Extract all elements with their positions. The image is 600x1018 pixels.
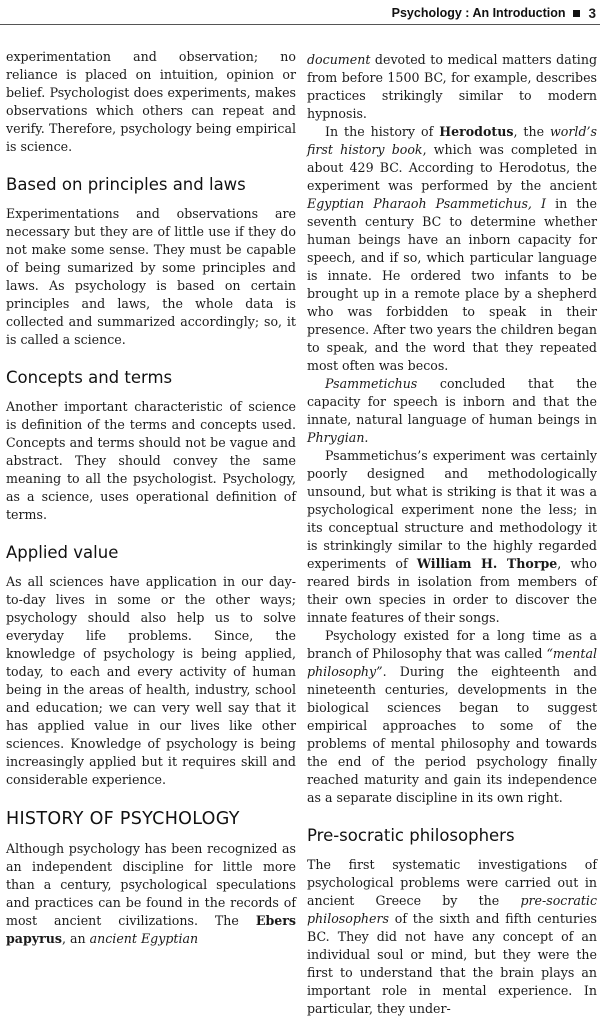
paragraph-pre-socratic: [307, 856, 597, 1018]
heading-principles-laws: Based on principles and laws: [6, 175, 246, 194]
ebers-continued-text: devoted to medical matters dating from before 1500 BC, for example, describes practices strikingly similar to modern hypnosis.: [307, 52, 597, 121]
herodotus-text-c: , which was completed in about 429 BC. According to Herodotus, the experiment was performed by the ancient: [307, 142, 597, 193]
presocratic-text-b: of the sixth and fifth centuries BC. They did not have any concept of an individual soul or mind, but they were the first to understand that the brain plays an important role in mental experience. In particular, they under-: [307, 911, 597, 1016]
history-text-b: , an: [61, 931, 90, 946]
thorpe-text-b: , who reared birds in isolation from members of their own species in order to discover the innate features of their songs.: [307, 556, 598, 625]
mental-philosophy-text-b: . During the eighteenth and nineteenth centuries, developments in the biological sciences began to suggest empirical approaches to some of the problems of mental philosophy and towards the end of the period psychology finally reached maturity and gain its independence as a separate discipline in its own right.: [307, 664, 597, 805]
page-number: 3: [588, 5, 596, 21]
herodotus-text-b: , the: [513, 124, 551, 139]
right-column: [307, 51, 597, 1018]
heading-pre-socratic-philosophers: Pre-socratic philosophers: [307, 826, 515, 845]
worlds-first-history-term: world’s first history book: [307, 124, 597, 157]
heading-concepts-terms: Concepts and terms: [6, 368, 173, 387]
paragraph-herodotus: [307, 123, 597, 375]
paragraph-ebers-continued: [307, 51, 597, 123]
psammetichus-text: concluded that the capacity for speech is inborn and that the innate, natural language of human beings in: [307, 376, 597, 427]
egyptian-pharaoh-term: Egyptian Pharaoh Psammetichus, I: [307, 196, 547, 211]
square-bullet-icon: [573, 10, 580, 17]
paragraph-principles-laws: Experimentations and observations are necessary but they are of little use if they do not make some sense. They must be capable of being sumarized by some principles and laws. As psychology is based on certain principles and laws, the whole data is collected and summarized accordingly; so, it is called a science.: [6, 206, 296, 347]
paragraph-mental-philosophy: [307, 627, 597, 807]
document-term: document: [307, 52, 371, 67]
phrygian-term: Phrygian.: [307, 430, 369, 445]
heading-applied-value: Applied value: [6, 543, 119, 562]
herodotus-text-a: In the history of: [325, 124, 440, 139]
paragraph-applied-value: As all sciences have application in our day-to-day lives in some or the other ways; psychology should also help us to solve everyday life problems. Since, the knowledge of psychology is being applied, today, to each and every activity of human being in the areas of health, industry, school and education; we can very well say that it has applied value in our lives like other sciences. Knowledge of psychology is being increasingly applied but it requires skill and considerable experience.: [6, 574, 296, 787]
running-title: Psychology : An Introduction: [391, 6, 566, 20]
pre-socratic-term: pre-socratic philosophers: [307, 893, 597, 926]
left-column: [6, 48, 296, 948]
mental-philosophy-term: “mental philosophy”: [307, 646, 597, 679]
herodotus-text-d: in the seventh century BC to determine whether human beings have an inborn capacity for speech, and if so, which particular language is innate. He ordered two infants to be brought up in a remote place by a shepherd who was forbidden to speak in their presence. After two years the children began to speak, and the word that they repeated most often was becos.: [307, 196, 597, 373]
ancient-egyptian-term: ancient Egyptian: [89, 931, 199, 946]
paragraph-empiricism: experimentation and observation; no reliance is placed on intuition, opinion or belief. Psychologist does experiments, makes observations which others can repeat and verify. Therefore, psychology being empirical is science.: [6, 49, 296, 154]
mental-philosophy-text-a: Psychology existed for a long time as a branch of Philosophy that was called: [307, 628, 597, 661]
heading-history-of-psychology: HISTORY OF PSYCHOLOGY: [6, 809, 240, 829]
history-text-a: Although psychology has been recognized as an independent discipline for little more than a century, psychological speculations and practices can be found in the records of most ancient civilizations. The: [6, 841, 296, 928]
running-head: [340, 3, 600, 23]
william-thorpe-term: William H. Thorpe: [416, 556, 558, 571]
ebers-papyrus-term: Ebers papyrus: [6, 913, 296, 946]
psammetichus-term: Psammetichus: [325, 376, 418, 391]
thorpe-text-a: Psammetichus’s experiment was certainly poorly designed and methodologically unsound, but what is striking is that it was a psychological experiment none the less; in its conceptual structure and methodology it is strinkingly similar to the highly regarded experiments of: [307, 448, 597, 571]
paragraph-thorpe: [307, 447, 597, 627]
paragraph-psammetichus-conclusion: [307, 375, 597, 447]
presocratic-text-a: The first systematic investigations of psychological problems were carried out in ancient Greece by the: [307, 857, 597, 908]
paragraph-history-intro: [6, 840, 296, 948]
paragraph-concepts-terms: Another important characteristic of science is definition of the terms and concepts used. Concepts and terms should not be vague and abstract. They should convey the same meaning to all the psychologist. Psychology, as a science, uses operational definition of terms.: [6, 399, 296, 522]
header-rule: [0, 24, 600, 25]
herodotus-term: Herodotus: [439, 124, 514, 139]
